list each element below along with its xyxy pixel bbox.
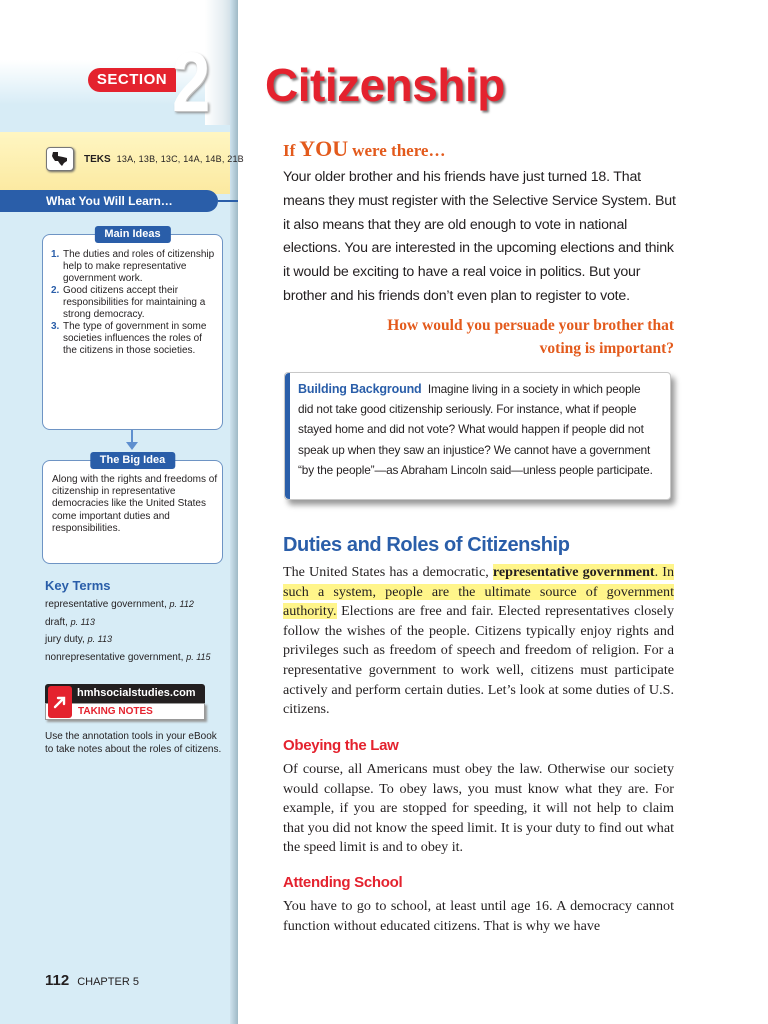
main-idea-number: 3. [51, 321, 60, 332]
key-term-page: p. 112 [169, 599, 194, 609]
texas-map-icon [46, 147, 74, 171]
duties-paragraph [283, 563, 674, 720]
teks-codes: 13A, 13B, 13C, 14A, 14B, 21B [116, 154, 244, 164]
duties-heading: Duties and Roles of Citizenship [283, 534, 570, 556]
intro-paragraph: Your older brother and his friends have just turned 18. That means they must register with the Selective Service System. But it also means that they are old enough to vote in national elections. You are interested in the upcoming elections and think it would be exciting to have a real voice in politics. But your brother and his friends don’t even plan to register to vote. [283, 169, 676, 304]
main-ideas-box [42, 228, 223, 430]
chapter-label: CHAPTER 5 [77, 976, 139, 988]
main-idea-item [51, 285, 217, 321]
section-badge: SECTION [88, 68, 176, 92]
page-footer [45, 972, 139, 989]
taking-notes-instructions: Use the annotation tools in your eBook to take notes about the roles of citizens. [45, 731, 222, 755]
key-term-representative-government[interactable]: representative government [492, 564, 655, 580]
main-idea-number: 1. [51, 249, 60, 260]
page-number: 112 [45, 972, 70, 989]
teks-row [46, 146, 244, 172]
key-term: draft, [45, 616, 68, 628]
attending-school-heading: Attending School [283, 874, 403, 891]
obeying-law-heading: Obeying the Law [283, 737, 399, 754]
duties-period: . [654, 564, 659, 580]
banner-rule [218, 200, 238, 202]
iywt-rest: were there… [352, 141, 446, 160]
main-idea-item [51, 249, 217, 285]
duties-text-rest: Elections are free and fair. Elected representatives closely follow the wishes of the people. Citizens typically enjoy rights and privileges such as freedom of speech and freedom of religion. For a representative government to work well, citizens must participate actively and perform certain duties. Let’s look at some duties of U.S. citizens. [283, 603, 674, 718]
key-term-item[interactable] [45, 596, 211, 614]
key-term-item[interactable] [45, 614, 211, 632]
key-term-item[interactable] [45, 649, 211, 667]
big-idea-box [42, 454, 223, 564]
hmh-taking-notes-link[interactable] [45, 684, 205, 720]
iywt-you: YOU [299, 136, 349, 161]
key-term-page: p. 113 [70, 616, 95, 627]
teks-label: TEKS [84, 153, 111, 165]
main-idea-item [51, 321, 217, 357]
main-idea-number: 2. [51, 285, 60, 296]
taking-notes-label: TAKING NOTES [45, 703, 205, 720]
big-idea-heading: The Big Idea [90, 452, 175, 469]
external-link-icon [48, 686, 72, 718]
focus-question: How would you persuade your brother that voting is important? [387, 317, 674, 357]
highlighted-sentence: In such a system, people are the ultimate source of government authority. [283, 564, 675, 620]
main-ideas-heading: Main Ideas [94, 226, 170, 243]
main-ideas-list [51, 249, 217, 357]
obeying-law-paragraph: Of course, all Americans must obey the law. Otherwise our society would collapse. To obey laws, you must know what they are. For example, if you are stopped for speeding, it will not help to claim that you did not know the speed limit. It is your duty to find out what the speed limit is and to obey it. [283, 761, 674, 856]
arrow-head-icon [126, 442, 138, 450]
attending-school-paragraph: You have to go to school, at least until age 16. A democracy cannot function without educated citizens. That is why we have [283, 898, 674, 934]
key-term-page: p. 113 [87, 634, 112, 644]
building-background-text [298, 379, 654, 480]
duties-text-start: The United States has a democratic, [283, 564, 493, 580]
hmh-site-label: hmhsocialstudies.com [45, 684, 205, 703]
building-background-label: Building Background [298, 382, 422, 396]
what-you-will-learn-banner: What You Will Learn… [0, 190, 218, 212]
section-number: 2 [172, 35, 211, 129]
key-term-page: p. 115 [186, 651, 211, 662]
key-terms-heading: Key Terms [45, 578, 111, 593]
building-background-body: Imagine living in a society in which people did not take good citizenship seriously. For instance, what if people stayed home and did not vote? What would happen if people did not speak up when they saw an injustice? We cannot have a government “by the people”—as Abraham Lincoln said—unless people participate. [298, 382, 653, 477]
key-terms-list [45, 596, 211, 666]
iywt-if: If [283, 141, 296, 160]
key-term: jury duty, [45, 634, 85, 645]
main-idea-text: The type of government in some societies influences the roles of the citizens in those societies. [63, 321, 207, 356]
key-term: nonrepresentative government, [45, 651, 184, 663]
box-accent-bar [285, 373, 290, 499]
key-term-item[interactable] [45, 631, 211, 649]
if-you-were-there-heading [283, 136, 445, 162]
big-idea-text: Along with the rights and freedoms of citizenship in representative democracies like the United States come important duties and responsibilities. [52, 474, 218, 534]
page-title: Citizenship [265, 59, 505, 111]
key-term: representative government, [45, 599, 167, 610]
main-idea-text: Good citizens accept their responsibilities for maintaining a strong democracy. [63, 285, 206, 320]
building-background-box [284, 372, 671, 500]
main-idea-text: The duties and roles of citizenship help to make representative government work. [63, 249, 215, 284]
